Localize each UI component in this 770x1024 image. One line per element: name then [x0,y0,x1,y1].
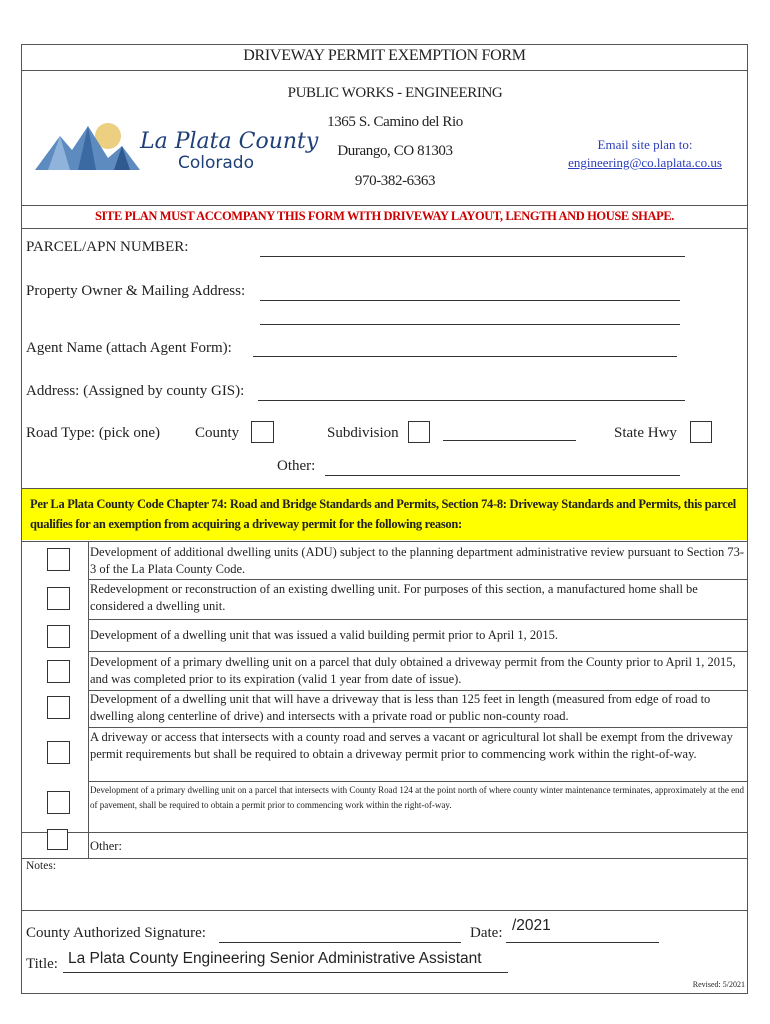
title-field[interactable] [63,972,508,973]
department-name: PUBLIC WORKS - ENGINEERING [287,85,503,101]
county-option-label: County [195,425,240,441]
parcel-field[interactable] [260,256,685,257]
divider [21,70,748,71]
reason-checkbox-redevelopment[interactable] [47,587,70,610]
row-divider [88,579,748,580]
site-plan-warning: SITE PLAN MUST ACCOMPANY THIS FORM WITH DRIVEWAY LAYOUT, LENGTH AND HOUSE SHAPE. [95,209,674,223]
date-label: Date: [470,925,503,941]
state-hwy-checkbox[interactable] [690,421,712,443]
reason-checkbox-short-driveway[interactable] [47,696,70,719]
signature-field[interactable] [219,942,461,943]
row-divider [88,727,748,728]
row-divider [21,858,748,859]
county-checkbox[interactable] [251,421,274,443]
notes-field[interactable] [22,874,746,908]
signature-label: County Authorized Signature: [26,925,206,941]
code-note: Per La Plata County Code Chapter 74: Road and Bridge Standards and Permits, Section 74-8: Driveway Standards and Permits, this parcel qualifies for an exemption from acquiring a driveway permit for the following reason: [30,497,736,531]
agent-label: Agent Name (attach Agent Form): [26,340,232,356]
svg-text:Colorado: Colorado [178,153,254,173]
date-value: /2021 [512,917,551,934]
reason-short-driveway: Development of a dwelling unit that will have a driveway that is less than 125 feet in length (measured from edge of road to dwelling along centerline of drive) and intersects with a private road or public non-county road. [90,692,711,723]
svg-text:La Plata County: La Plata County [140,129,319,154]
reason-prior-permit: Development of a primary dwelling unit on a parcel that duly obtained a driveway permit from the County prior to April 1, 2015, and was completed prior to its expiration (valid 1 year from date of issue). [90,655,736,686]
divider [21,541,748,542]
street-address: 1365 S. Camino del Rio [327,114,463,130]
row-divider [88,651,748,652]
divider [21,910,748,911]
subdivision-name-field[interactable] [443,440,576,441]
subdivision-option-label: Subdivision [327,425,399,441]
reason-other: Other: [90,839,122,853]
form-title: DRIVEWAY PERMIT EXEMPTION FORM [243,47,526,64]
owner-field-line2[interactable] [260,324,680,325]
email-label: Email site plan to: [597,137,693,152]
reason-checkbox-building-permit[interactable] [47,625,70,648]
owner-field-line1[interactable] [260,300,680,301]
reason-redevelopment: Redevelopment or reconstruction of an existing dwelling unit. For purposes of this section, a manufactured home shall be considered a dwelling unit. [90,582,698,613]
other-road-field[interactable] [325,475,680,476]
row-divider [88,781,748,782]
email-link[interactable]: engineering@co.laplata.co.us [568,155,722,170]
agent-field[interactable] [253,356,677,357]
phone-number: 970-382-6363 [354,173,436,189]
reason-adu: Development of additional dwelling units (ADU) subject to the planning department administrative review pursuant to Section 73-3 of the La Plata County Code. [90,545,745,576]
other-road-label: Other: [277,458,316,474]
divider [21,228,748,229]
divider [21,205,748,206]
subdivision-checkbox[interactable] [408,421,430,443]
title-label: Title: [26,956,58,972]
city-address: Durango, CO 81303 [337,143,453,159]
row-divider [21,832,748,833]
notes-label: Notes: [26,860,57,872]
reason-checkbox-county-road-124[interactable] [47,791,70,814]
reason-checkbox-prior-permit[interactable] [47,660,70,683]
title-value: La Plata County Engineering Senior Administrative Assistant [68,950,482,967]
reason-county-road-124: Development of a primary dwelling unit on a parcel that intersects with County Road 124 at the point north of where county winter maintenance terminates, approximately at the end of pavement, shall be required to obtain a permit prior to commencing work within the right-of-way. [90,785,745,810]
reason-checkbox-adu[interactable] [47,548,70,571]
row-divider [88,619,748,620]
reason-building-permit: Development of a dwelling unit that was issued a valid building permit prior to April 1, 2015. [90,628,558,642]
date-field[interactable] [506,942,659,943]
state-hwy-option-label: State Hwy [614,425,677,441]
revised-date: Revised: 5/2021 [692,980,745,989]
parcel-label: PARCEL/APN NUMBER: [26,239,189,255]
reason-checkbox-other[interactable] [47,829,68,850]
address-field[interactable] [258,400,685,401]
owner-label: Property Owner & Mailing Address: [26,283,246,299]
address-label: Address: (Assigned by county GIS): [26,383,245,399]
reason-vacant-lot: A driveway or access that intersects with a county road and serves a vacant or agricultural lot shall be exempt from the driveway permit requirements but shall be required to obtain a driveway permit prior to commencing work within the right-of-way. [90,730,733,761]
reason-checkbox-vacant-lot[interactable] [47,741,70,764]
column-divider [88,541,89,859]
road-type-label: Road Type: (pick one) [26,425,161,441]
